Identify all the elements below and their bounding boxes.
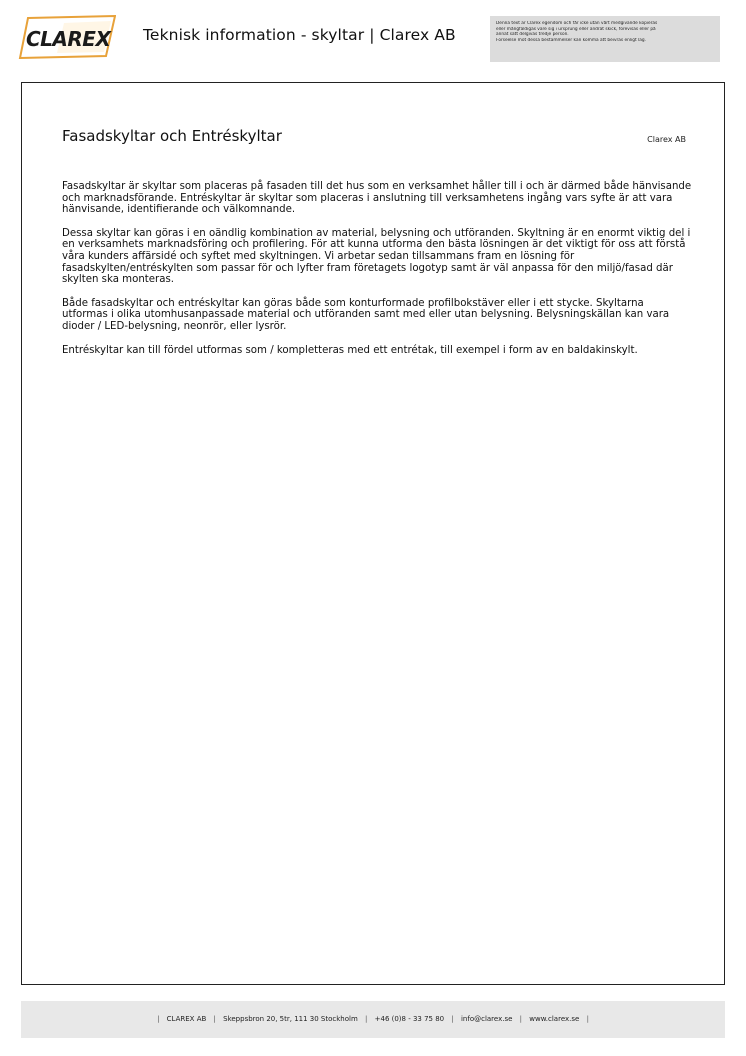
footer-separator: | bbox=[451, 1015, 454, 1023]
footer-phone: +46 (0)8 - 33 75 80 bbox=[374, 1015, 445, 1023]
paragraph: Dessa skyltar kan göras i en oändlig kombination av material, belysning och utföranden. Skyltning är en enormt viktig del i en verksamhets marknadsföring och profilering. För att kunna utforma den bästa lösningen är det viktigt för oss att förstå våra kunders affärsidé och syftet med skyltningen. Vi arbetar sedan tillsammans fram en lösning för fasadskylten/entréskylten som passar för och lyfter fram företagets logotyp samt är väl anpassa för den miljö/fasad där skylten ska monteras. bbox=[62, 227, 691, 286]
logo-text: CLAREX bbox=[26, 27, 111, 51]
paragraph: Fasadskyltar är skyltar som placeras på fasaden till det hus som en verksamhet håller till i och är därmed både hänvisande och marknadsförande. Entréskyltar är skyltar som placeras i anslutning till verksamhetens ingång vars syfte är att vara hänvisande, identifierande och välkomnande. bbox=[62, 181, 692, 216]
legal-notice-line: Förseelse mot dessa bestämmelser kan komma att beivras enligt lag. bbox=[496, 37, 646, 43]
footer-separator: | bbox=[519, 1015, 523, 1023]
footer-company: CLAREX AB bbox=[166, 1015, 207, 1023]
legal-notice-line: eller mångfaldigas vare sig i ursprung eller ändrat skick, förevisas eller på bbox=[496, 26, 656, 32]
footer-separator: | bbox=[213, 1015, 216, 1023]
clarex-logo bbox=[18, 15, 116, 59]
footer-separator: | bbox=[586, 1015, 589, 1023]
body-text bbox=[62, 181, 692, 368]
footer-address: Skeppsbron 20, 5tr, 111 30 Stockholm bbox=[223, 1015, 358, 1023]
footer-email-link[interactable]: info@clarex.se bbox=[460, 1015, 513, 1023]
page-header bbox=[0, 0, 746, 80]
document-title: Teknisk information - skyltar | Clarex AB bbox=[143, 26, 456, 44]
paragraph: Entréskyltar kan till fördel utformas som / kompletteras med ett entrétak, till exempel i form av en baldakinskylt. bbox=[62, 344, 638, 356]
legal-notice bbox=[490, 16, 720, 62]
paragraph: Både fasadskyltar och entréskyltar kan göras både som konturformade profilbokstäver eller i ett stycke. Skyltarna utformas i olika utomhusanpassade material och utföranden samt med eller utan belysning. Belysningskällan kan vara dioder / LED-belysning, neonrör, eller lysrör. bbox=[62, 297, 670, 332]
footer-contact-line bbox=[21, 1015, 725, 1023]
legal-notice-line: annat sätt delgivas tredje person. bbox=[496, 32, 569, 38]
content-frame bbox=[21, 82, 725, 985]
footer-website-link[interactable]: www.clarex.se bbox=[529, 1015, 580, 1023]
legal-notice-line: Denna text är Clarex egendom och får icke utan vårt medgivande kopieras bbox=[496, 21, 658, 26]
company-tag: Clarex AB bbox=[647, 135, 686, 144]
footer-separator: | bbox=[157, 1015, 160, 1023]
page-footer bbox=[21, 1001, 725, 1038]
footer-separator: | bbox=[365, 1015, 368, 1023]
section-title: Fasadskyltar och Entréskyltar bbox=[62, 127, 282, 145]
